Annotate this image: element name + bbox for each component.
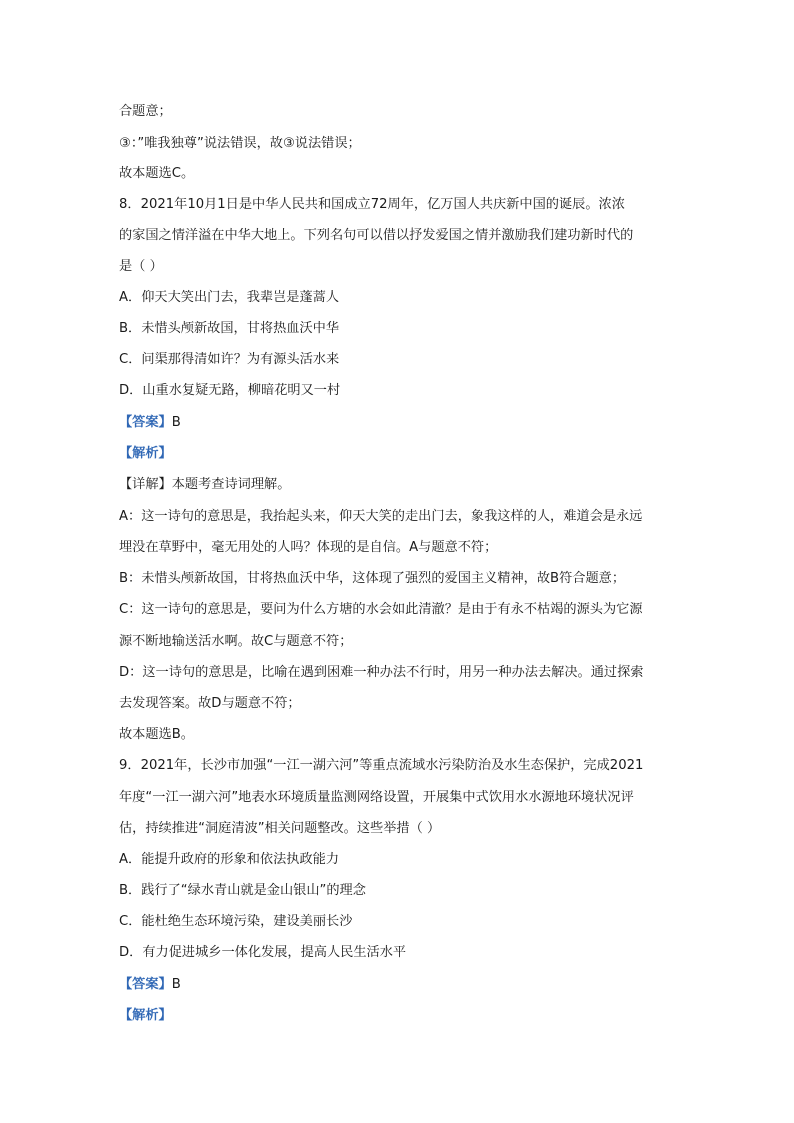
q8-answer [119, 413, 679, 433]
q8-explanation-a: A：这一诗句的意思是，我抬起头来，仰天大笑的走出门去，象我这样的人，难道会是永远 [119, 509, 643, 524]
q9-option-c: C．能杜绝生态环境污染，建设美丽长沙 [119, 914, 353, 929]
q7-tail-line: ③：”唯我独尊”说法错误，故③说法错误； [119, 136, 361, 151]
q9-stem: 年度“一江一湖六河”地表水环境质量监测网络设置，开展集中式饮用水水源地环境状况评 [119, 790, 634, 805]
q7-tail-line: 合题意； [119, 104, 172, 119]
detail-tag: 【详解】 [119, 477, 172, 492]
q9-answer [119, 975, 679, 995]
q8-explanation-d: D：这一诗句的意思是，比喻在遇到困难一种办法不行时，用另一种办法去解决。通过探索 [119, 665, 644, 680]
q8-option-c: C．问渠那得清如许？为有源头活水来 [119, 352, 340, 367]
analysis-tag: 【解析】 [119, 446, 172, 461]
answer-tag: 【答案】 [119, 415, 172, 430]
q9-option-d: D．有力促进城乡一体化发展，提高人民生活水平 [119, 945, 407, 960]
q9-option-a: A．能提升政府的形象和依法执政能力 [119, 852, 340, 867]
q8-explanation-c: C：这一诗句的意思是，要问为什么方塘的水会如此清澈？是由于有永不枯竭的源头为它源 [119, 602, 643, 617]
q9-stem: 9．2021年，长沙市加强“一江一湖六河”等重点流域水污染防治及水生态保护，完成2021 [119, 758, 644, 773]
answer-value: B [171, 977, 181, 992]
q8-conclusion: 故本题选B。 [119, 727, 194, 742]
analysis-tag: 【解析】 [119, 1008, 172, 1023]
q8-explanation-a: 埋没在草野中，毫无用处的人吗？体现的是自信。A与题意不符； [119, 540, 498, 555]
q8-stem: 的家国之情洋溢在中华大地上。下列名句可以借以抒发爱国之情并激励我们建功新时代的 [119, 228, 634, 243]
q8-option-b: B．未惜头颅新故国，甘将热血沃中华 [119, 321, 340, 336]
q8-explanation-c: 源不断地输送活水啊。故C与题意不符； [119, 634, 353, 649]
q8-analysis [119, 444, 679, 464]
q7-conclusion: 故本题选C。 [119, 166, 195, 181]
q8-explanation-b: B：未惜头颅新故国，甘将热血沃中华，这体现了强烈的爱国主义精神，故B符合题意； [119, 571, 626, 586]
q9-option-b: B．践行了“绿水青山就是金山银山”的理念 [119, 883, 366, 898]
q9-stem: 估，持续推进“洞庭清波”相关问题整改。这些举措（ ） [119, 821, 441, 836]
q8-explanation-d: 去发现答案。故D与题意不符； [119, 696, 301, 711]
detail-text: 本题考查诗词理解。 [171, 477, 291, 492]
q9-analysis [119, 1006, 679, 1026]
q8-stem: 是（ ） [119, 259, 163, 274]
answer-value: B [171, 415, 181, 430]
q8-stem: 8．2021年10月1日是中华人民共和国成立72周年，亿万国人共庆新中国的诞辰。浓浓 [119, 197, 625, 212]
q8-option-d: D．山重水复疑无路，柳暗花明又一村 [119, 383, 341, 398]
q8-detail [119, 475, 679, 495]
q8-option-a: A．仰天大笑出门去，我辈岂是蓬蒿人 [119, 290, 340, 305]
answer-tag: 【答案】 [119, 977, 172, 992]
